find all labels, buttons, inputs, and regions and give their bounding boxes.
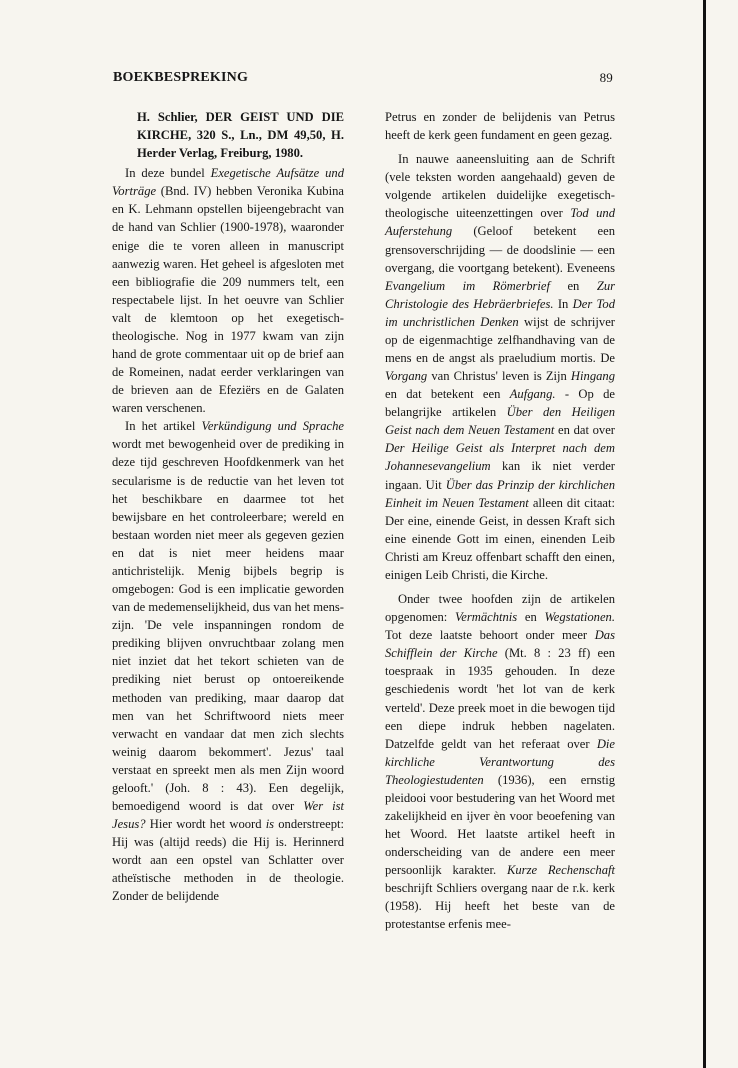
- left-column: [112, 108, 344, 905]
- right-column: [385, 108, 615, 934]
- section-title: BOEKBESPREKING: [113, 70, 249, 85]
- paragraph: In deze bundel Exegetische Aufsätze und Vorträge (Bnd. IV) hebben Veronika Kubina en K. Lehmann opstellen bijeengebracht van de hand van Schlier (1900-1978), waaronder enige die te voren alleen in manuscript aanwezig waren. Het geheel is afgesloten met een bibliografie die 209 nummers telt, een respectabele lijst. In het oeuvre van Schlier valt de klemtoon op het exegetisch-theologische. Nog in 1977 kwam van zijn hand de grote commentaar uit op de brief aan de Romeinen, nadat eerder verklaringen van de brieven aan de Efeziërs en de Galaten waren verschenen.: [112, 166, 344, 416]
- bibliographic-entry: H. Schlier, DER GEIST UND DIE KIRCHE, 320 S., Ln., DM 49,50, H. Herder Verlag, Freiburg, 1980.: [137, 110, 344, 161]
- paragraph: Onder twee hoofden zijn de artikelen opgenomen: Vermächtnis en Wegstationen. Tot deze laatste behoort onder meer Das Schifflein der Kirche (Mt. 8 : 23 ff) een toespraak in 1935 gehouden. In deze geschiedenis wordt 'het lot van de kerk verteld'. Deze preek moet in die bewogen tijd een diepe indruk hebben nagelaten. Datzelfde geldt van het referaat over Die kirchliche Verantwortung des Theologiestudenten (1936), een ernstig pleidooi voor bestudering van het Woord met zakelijkheid en ijver èn voor beoefening van het Woord. Het laatste artikel heeft in onderscheiding van de andere een meer persoonlijk karakter. Kurze Rechenschaft beschrijft Schliers overgang naar de r.k. kerk (1958). Hij heeft het beste van de protestantse erfenis mee-: [385, 592, 615, 932]
- page-edge-rule: [703, 0, 706, 1068]
- paragraph: In nauwe aaneensluiting aan de Schrift (vele teksten worden aangehaald) geven de volgende artikelen duidelijke exegetisch-theologische uiteenzettingen over Tod und Auferstehung (Geloof betekent een grensoverschrijding — de doodslinie — een overgang, die voortgang betekent). Eveneens Evangelium im Römerbrief en Zur Christologie des Hebräerbriefes. In Der Tod im unchristlichen Denken wijst de schrijver op de eigenmachtige zelfhandhaving van de mens en de angst als praeludium mortis. De Vorgang van Christus' leven is Zijn Hingang en dat betekent een Aufgang. - Op de belangrijke artikelen Über den Heiligen Geist nach dem Neuen Testament en dat over Der Heilige Geist als Interpret nach dem Johannesevangelium kan ik niet verder ingaan. Uit Über das Prinzip der kirchlichen Einheit im Neuen Testament alleen dit citaat: Der eine, einende Geist, in dessen Kraft sich eine einende Gott im einen, einenden Leib Christi am Kreuz offenbart schafft den einen, einigen Leib Christi, die Kirche.: [385, 152, 616, 582]
- page-number: 89: [599, 70, 613, 85]
- paragraph: In het artikel Verkündigung und Sprache wordt met bewogenheid over de prediking in deze tijd geschreven Hoofdkenmerk van het secularisme is de reductie van het leven tot het beschikbare en daarmee tot het bewijsbare en het controleerbare; wereld en bestaan worden niet meer als gegeven gezien en dat is niet meer heidens maar antichristelijk. Menig bijbels begrip is omgebogen: God is een implicatie geworden van de medemenselijkheid, dus van het mens-zijn. 'De vele inspanningen rondom de prediking blijven onvruchtbaar zolang men niet inziet dat het tekort schieten van de prediking niet berust op ontoereikende methoden van prediking, maar daarop dat men van het Schriftwoord niets meer verwacht en vandaar dat men zich slechts weinig daarom bekommert'. Jezus' taal verstaat en spreekt men als men Zijn woord gelooft.' (Joh. 8 : 43). Een degelijk, bemoedigend woord is dat over Wer ist Jesus? Hier wordt het woord is onderstreept: Hij was (altijd reeds) die Hij is. Herinnerd wordt aan een opstel van Schlatter over atheïstische methoden in de theologie. Zonder de belijdende: [112, 419, 345, 904]
- paragraph: Petrus en zonder de belijdenis van Petrus heeft de kerk geen fundament en geen gezag.: [385, 110, 615, 143]
